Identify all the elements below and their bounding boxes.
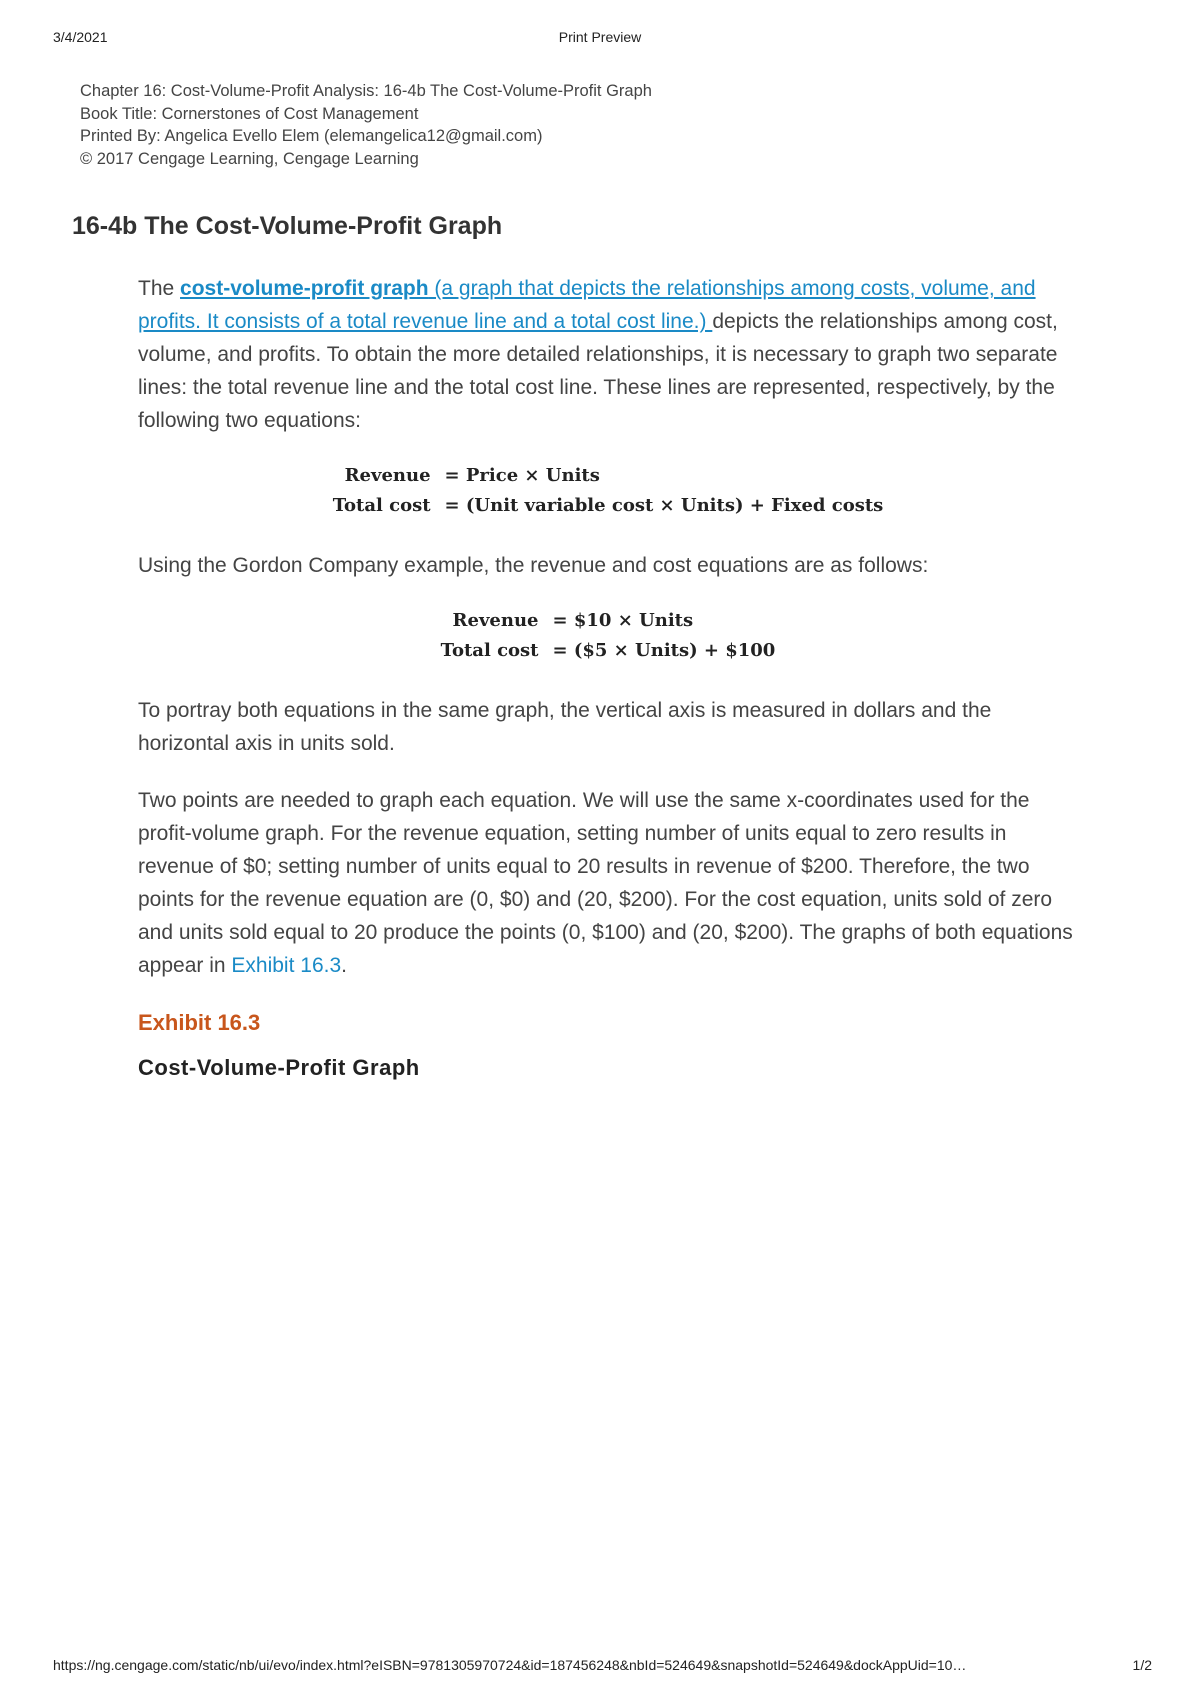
- footer-page-number: 1/2: [1132, 1657, 1152, 1673]
- points-text: Two points are needed to graph each equation. We will use the same x-coordinates used for the profit-volume graph. For the revenue equation, setting number of units equal to zero results in revenue of $0; setting number of units equal to 20 results in revenue of $200. Therefore, the two points for the revenue equation are (0, $0) and (20, $200). For the cost equation, units sold of zero and units sold equal to 20 produce the points (0, $100) and (20, $200). The graphs of both equations appear in: [138, 789, 1073, 977]
- gordon-intro-paragraph: Using the Gordon Company example, the revenue and cost equations are as follows:: [138, 554, 929, 577]
- printed-by-line: Printed By: Angelica Evello Elem (elemangelica12@gmail.com): [80, 127, 543, 145]
- browser-print-header: [0, 0, 1200, 60]
- equation-revenue-expr: = Price × Units: [444, 465, 600, 486]
- exhibit-title: Cost-Volume-Profit Graph: [138, 1055, 420, 1080]
- section-title: 16-4b The Cost-Volume-Profit Graph: [72, 212, 503, 240]
- equation-revenue-label: Revenue: [344, 465, 431, 486]
- gordon-cost-expr: = ($5 × Units) + $100: [552, 640, 776, 661]
- intro-lead: The: [138, 277, 181, 300]
- print-preview-title: Print Preview: [558, 29, 642, 45]
- glossary-definition[interactable]: (a graph that depicts the relationships among costs, volume, and profits. It consists of a total revenue line and a total cost line.): [138, 277, 1036, 333]
- glossary-term[interactable]: cost-volume-profit graph: [180, 277, 429, 300]
- exhibit-label: Exhibit 16.3: [138, 1010, 261, 1035]
- chapter-line: Chapter 16: Cost-Volume-Profit Analysis: 16-4b The Cost-Volume-Profit Graph: [80, 82, 652, 100]
- gordon-revenue-expr: = $10 × Units: [552, 610, 694, 631]
- equation-cost-expr: = (Unit variable cost × Units) + Fixed costs: [444, 495, 884, 516]
- equation-cost-label: Total cost: [332, 495, 431, 516]
- document-meta: [80, 80, 652, 170]
- points-end: .: [341, 954, 347, 977]
- gordon-revenue-label: Revenue: [452, 610, 539, 631]
- main-content: [138, 272, 1078, 1084]
- axes-paragraph: To portray both equations in the same graph, the vertical axis is measured in dollars and the horizontal axis in units sold.: [138, 699, 992, 755]
- book-title-line: Book Title: Cornerstones of Cost Management: [80, 104, 419, 123]
- exhibit-link[interactable]: Exhibit 16.3: [231, 954, 342, 977]
- intro-paragraph: [138, 272, 1078, 437]
- print-date: 3/4/2021: [53, 29, 108, 45]
- gordon-cost-label: Total cost: [440, 640, 539, 661]
- gordon-equations: [138, 606, 1078, 666]
- copyright-line: © 2017 Cengage Learning, Cengage Learning: [80, 149, 419, 168]
- intro-rest: depicts the relationships among cost, volume, and profits. To obtain the more detailed relationships, it is necessary to graph two separate lines: the total revenue line and the total cost line. These lines are represented, respectively, by the following two equations:: [138, 310, 1058, 432]
- points-paragraph: [138, 784, 1078, 982]
- footer-url: https://ng.cengage.com/static/nb/ui/evo/index.html?eISBN=9781305970724&id=187456248&nbId=524649&snapshotId=524649&dockAppUid=10…: [53, 1657, 967, 1673]
- general-equations: [138, 461, 1078, 521]
